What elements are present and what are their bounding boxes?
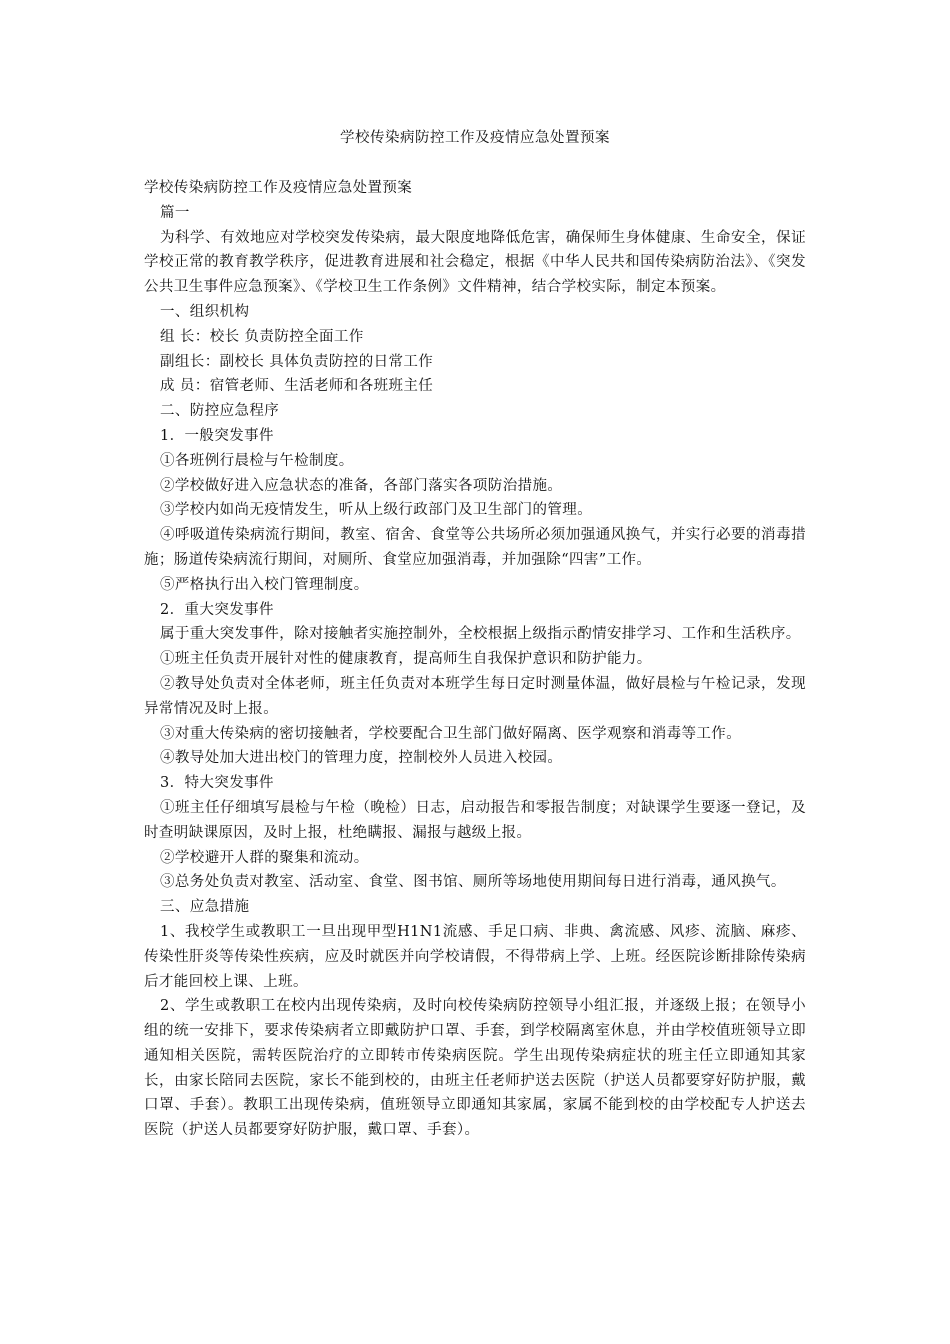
body-paragraph: ①各班例行晨检与午检制度。: [160, 452, 354, 469]
body-paragraph: ④呼吸道传染病流行期间，教室、宿舍、食堂等公共场所必须加强通风换气，并实行必要的消毒措施；肠道传染病流行期间，对厕所、食堂应加强消毒，并加强除“四害”工作。: [144, 527, 806, 568]
body-paragraph: ②教导处负责对全体老师，班主任负责对本班学生每日定时测量体温，做好晨检与午检记录，发现异常情况及时上报。: [144, 675, 806, 717]
body-paragraph: 学校传染病防控工作及疫情应急处置预案: [144, 180, 413, 196]
body-paragraph: 2．重大突发事件: [160, 601, 274, 618]
body-paragraph: ④教导处加大进出校门的管理力度，控制校外人员进入校园。: [160, 750, 563, 767]
document-title: 学校传染病防控工作及疫情应急处置预案: [340, 130, 610, 146]
body-paragraph: 1．一般突发事件: [160, 427, 274, 444]
body-paragraph: ⑤严格执行出入校门管理制度。: [160, 576, 369, 593]
body-paragraph: ②学校避开人群的聚集和流动。: [160, 849, 369, 866]
body-paragraph: 一、组织机构: [160, 303, 250, 320]
body-paragraph: 组 长：校长 负责防控全面工作: [160, 328, 364, 345]
body-paragraph: 三、应急措施: [160, 899, 250, 916]
body-paragraph: 属于重大突发事件，除对接触者实施控制外，全校根据上级指示酌情安排学习、工作和生活秩序。: [160, 626, 801, 643]
body-paragraph: 2、学生或教职工在校内出现传染病，及时向校传染病防控领导小组汇报，并逐级上报；在领导小组的统一安排下，要求传染病者立即戴防护口罩、手套，到学校隔离室休息，并由学校值班领导立即通知相关医院，需转医院治疗的立即转市传染病医院。学生出现传染病症状的班主任立即通知其家长，由家长陪同去医院，家长不能到校的，由班主任老师护送去医院（护送人员都要穿好防护服，戴口罩、手套）。教职工出现传染病，值班领导立即通知其家属，家属不能到校的由学校配专人护送去医院（护送人员都要穿好防护服，戴口罩、手套）。: [144, 998, 806, 1139]
body-paragraph: ①班主任负责开展针对性的健康教育，提高师生自我保护意识和防护能力。: [160, 651, 652, 668]
body-paragraph: 成 员：宿管老师、生活老师和各班班主任: [160, 378, 434, 395]
body-paragraph: ③学校内如尚无疫情发生，听从上级行政部门及卫生部门的管理。: [160, 502, 593, 519]
body-paragraph: 篇一: [160, 204, 190, 221]
body-paragraph: 为科学、有效地应对学校突发传染病，最大限度地降低危害，确保师生身体健康、生命安全，保证学校正常的教育教学秩序，促进教育进展和社会稳定，根据《中华人民共和国传染病防治法》、《突发公共卫生事件应急预案》、《学校卫生工作条例》文件精神，结合学校实际，制定本预案。: [144, 229, 806, 296]
body-paragraph: ③总务处负责对教室、活动室、食堂、图书馆、厕所等场地使用期间每日进行消毒，通风换气。: [160, 874, 786, 891]
body-paragraph: 3．特大突发事件: [160, 775, 274, 792]
body-paragraph: ②学校做好进入应急状态的准备，各部门落实各项防治措施。: [160, 477, 563, 494]
body-paragraph: ③对重大传染病的密切接触者，学校要配合卫生部门做好隔离、医学观察和消毒等工作。: [160, 725, 742, 742]
body-paragraph: ①班主任仔细填写晨检与午检（晚检）日志，启动报告和零报告制度；对缺课学生要逐一登记，及时查明缺课原因，及时上报，杜绝瞒报、漏报与越级上报。: [144, 799, 806, 841]
body-paragraph: 1、我校学生或教职工一旦出现甲型H1N1流感、手足口病、非典、禽流感、风疹、流脑、麻疹、传染性肝炎等传染性疾病，应及时就医并向学校请假，不得带病上学、上班。经医院诊断排除传染病后才能回校上课、上班。: [144, 923, 806, 990]
document-body: [144, 176, 806, 1143]
body-paragraph: 二、防控应急程序: [160, 403, 280, 420]
body-paragraph: 副组长：副校长 具体负责防控的日常工作: [160, 353, 434, 370]
